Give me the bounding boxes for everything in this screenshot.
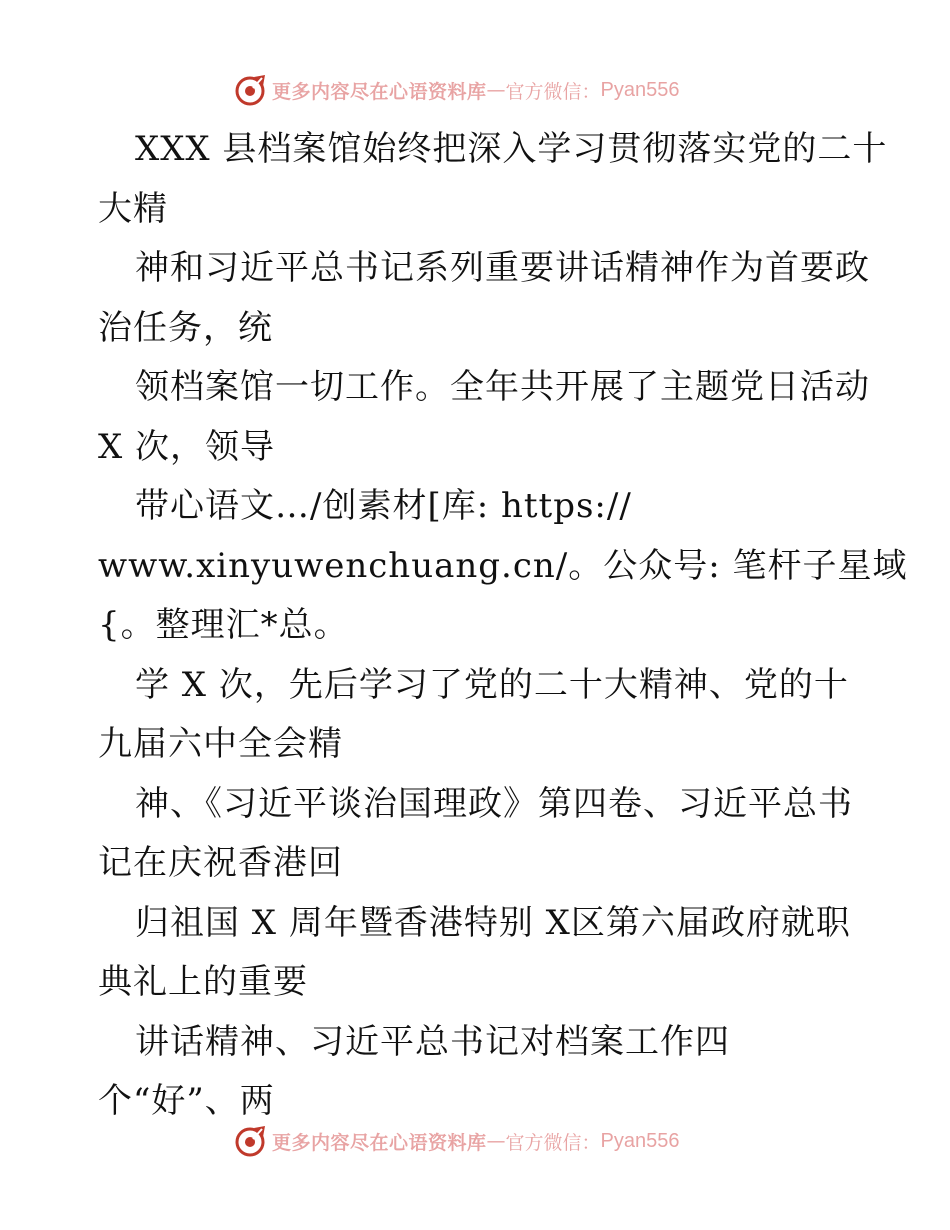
body-line: 神和习近平总书记系列重要讲话精神作为首要政 [135,248,870,288]
body-line: www.xinyuwenchuang.cn/。公众号: 笔杆子星域 [98,545,908,586]
header-banner [234,73,680,107]
document-body [98,120,908,1132]
body-line: 个“好”、两 [98,1081,275,1121]
pen-nib-logo-icon [234,73,268,107]
body-line: 神、《习近平谈治国理政》第四卷、习近平总书 [135,783,853,824]
body-line: 典礼上的重要 [98,962,308,1002]
pen-nib-logo-icon [234,1124,268,1158]
body-line: 治任务，统 [98,307,273,348]
footer-banner [234,1124,680,1158]
banner-separator: — [486,1130,506,1152]
body-line: 九届六中全会精 [98,724,343,764]
body-line: 归祖国 X 周年暨香港特别 X区第六届政府就职 [135,902,851,943]
body-line: 领档案馆一切工作。全年共开展了主题党日活动 [135,367,870,407]
banner-slogan: 更多内容尽在心语资料库 [272,1131,487,1154]
body-line: XXX 县档案馆始终把深入学习贯彻落实党的二十 [135,129,888,169]
body-line: {。整理汇*总。 [98,605,349,645]
body-line: 带心语文…/创素材[库: https:// [135,486,632,526]
banner-separator: — [486,79,506,101]
body-line: X 次，领导 [98,426,276,467]
banner-wechat-id: Pyan556 [600,1129,680,1152]
body-line: 大精 [98,188,168,229]
banner-wechat-id: Pyan556 [600,78,680,101]
body-line: 学 X 次，先后学习了党的二十大精神、党的十 [135,664,849,705]
body-line: 讲话精神、习近平总书记对档案工作四 [135,1021,730,1062]
banner-wechat-label: 官方微信： [505,80,601,103]
banner-slogan: 更多内容尽在心语资料库 [272,80,487,103]
body-line: 记在庆祝香港回 [98,843,343,883]
banner-wechat-label: 官方微信： [505,1131,601,1154]
